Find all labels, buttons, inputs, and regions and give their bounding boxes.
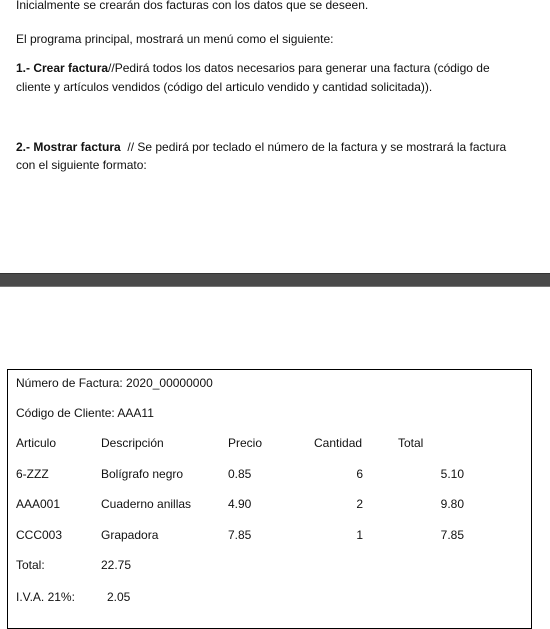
- page-separator: [0, 273, 550, 287]
- option-2-line-2: con el siguiente formato:: [16, 158, 147, 172]
- row-cantidad: 1: [356, 528, 363, 542]
- row-total: 5.10: [440, 467, 464, 481]
- total-label: Total:: [16, 558, 45, 572]
- option-2-title: 2.- Mostrar factura: [16, 140, 121, 154]
- client-code-row: [8, 405, 531, 421]
- option-2-line-1: [16, 140, 506, 155]
- table-row: [8, 466, 531, 482]
- row-precio: 0.85: [228, 467, 252, 481]
- invoice-box: [7, 369, 532, 629]
- option-2-text: // Se pedirá por teclado el número de la factura y se mostrará la factura: [120, 140, 507, 154]
- table-header: [8, 435, 531, 451]
- menu-intro: El programa principal, mostrará un menú como el siguiente:: [16, 32, 334, 46]
- client-code: Código de Cliente: AAA11: [16, 406, 154, 420]
- iva-value: 2.05: [107, 590, 131, 604]
- row-precio: 7.85: [228, 528, 252, 542]
- intro-line: Inicialmente se crearán dos facturas con los datos que se deseen.: [16, 0, 369, 12]
- row-cantidad: 2: [356, 497, 363, 511]
- row-articulo: CCC003: [16, 528, 63, 542]
- table-row: [8, 496, 531, 512]
- header-precio: Precio: [228, 436, 263, 450]
- table-row: [8, 527, 531, 543]
- header-descripcion: Descripción: [101, 436, 164, 450]
- total-row: [8, 557, 531, 573]
- invoice-number-row: [8, 375, 531, 391]
- option-1-line-1: [16, 61, 490, 76]
- header-cantidad: Cantidad: [314, 436, 363, 450]
- header-total: Total: [398, 436, 424, 450]
- row-descripcion: Grapadora: [101, 528, 159, 542]
- iva-row: [8, 589, 531, 605]
- row-total: 7.85: [440, 528, 464, 542]
- row-descripcion: Cuaderno anillas: [101, 497, 192, 511]
- row-precio: 4.90: [228, 497, 252, 511]
- row-articulo: AAA001: [16, 497, 61, 511]
- option-1-text: //Pedirá todos los datos necesarios para generar una factura (código de: [108, 61, 490, 75]
- row-descripcion: Bolígrafo negro: [101, 467, 184, 481]
- option-1-line-2: cliente y artículos vendidos (código del articulo vendido y cantidad solicitada)).: [16, 80, 433, 94]
- row-cantidad: 6: [356, 467, 363, 481]
- option-1-title: 1.- Crear factura: [16, 61, 109, 75]
- invoice-number: Número de Factura: 2020_00000000: [16, 376, 213, 390]
- row-total: 9.80: [440, 497, 464, 511]
- iva-label: I.V.A. 21%:: [16, 590, 75, 604]
- header-articulo: Articulo: [16, 436, 57, 450]
- row-articulo: 6-ZZZ: [16, 467, 49, 481]
- total-value: 22.75: [101, 558, 132, 572]
